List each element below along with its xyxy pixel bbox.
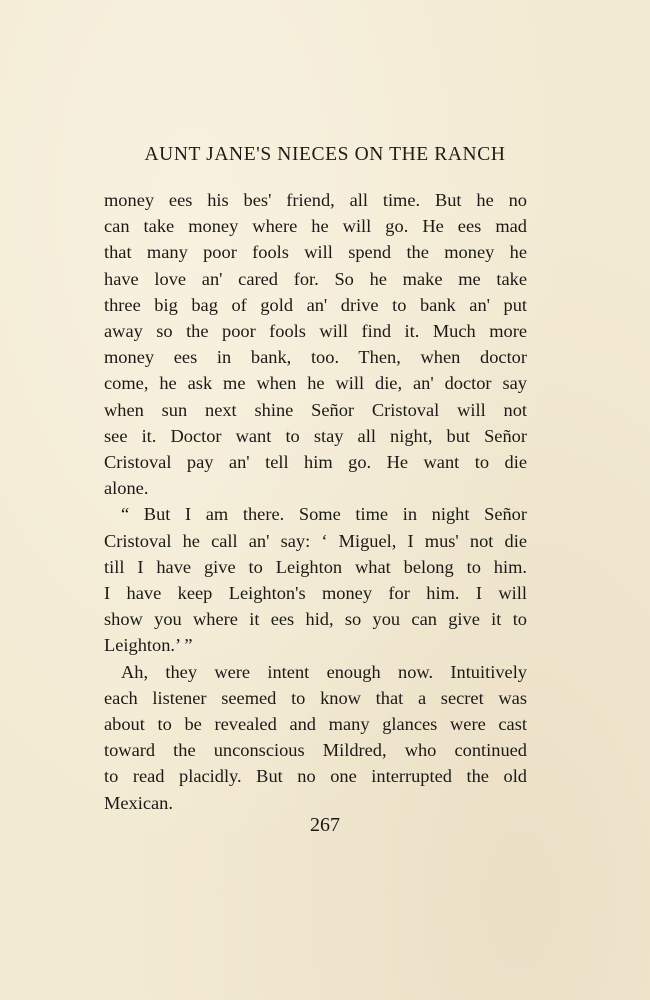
text-line: toward the unconscious Mildred, who continued: [104, 740, 527, 761]
text-line: Cristoval pay an' tell him go. He want to die: [104, 452, 527, 473]
text-line: money ees in bank, too. Then, when doctor: [104, 347, 527, 368]
text-line: three big bag of gold an' drive to bank an' put: [104, 294, 527, 315]
text-line: that many poor fools will spend the money he: [104, 242, 527, 263]
text-line: Leighton.’ ”: [104, 635, 193, 656]
text-line: money ees his bes' friend, all time. But he no: [104, 190, 527, 210]
text-line: Cristoval he call an' say: ‘ Miguel, I mus' not die: [104, 530, 527, 551]
page-number: 267: [310, 814, 340, 836]
text-line: each listener seemed to know that a secret was: [104, 687, 527, 708]
text-line: come, he ask me when he will die, an' doctor say: [104, 373, 527, 394]
text-line: “ But I am there. Some time in night Señor: [121, 504, 527, 525]
text-line: to read placidly. But no one interrupted the old: [104, 766, 527, 787]
text-line: alone.: [104, 478, 149, 499]
text-line: can take money where he will go. He ees mad: [104, 216, 527, 237]
text-line: I have keep Leighton's money for him. I will: [104, 583, 527, 604]
paragraph: [104, 187, 527, 501]
paragraph: [104, 501, 527, 658]
text-line: about to be revealed and many glances were cast: [104, 714, 527, 735]
text-line: when sun next shine Señor Cristoval will not: [104, 399, 527, 420]
paragraph: [104, 659, 527, 816]
text-line: Ah, they were intent enough now. Intuitively: [121, 661, 527, 682]
text-line: Mexican.: [104, 792, 173, 813]
text-line: see it. Doctor want to stay all night, but Señor: [104, 425, 527, 446]
running-head: AUNT JANE'S NIECES ON THE RANCH: [144, 144, 506, 165]
text-line: have love an' cared for. So he make me take: [104, 268, 527, 289]
text-line: till I have give to Leighton what belong to him.: [104, 556, 527, 577]
text-line: away so the poor fools will find it. Much more: [104, 321, 527, 342]
text-line: show you where it ees hid, so you can give it to: [104, 609, 527, 630]
body-text: [104, 187, 527, 816]
